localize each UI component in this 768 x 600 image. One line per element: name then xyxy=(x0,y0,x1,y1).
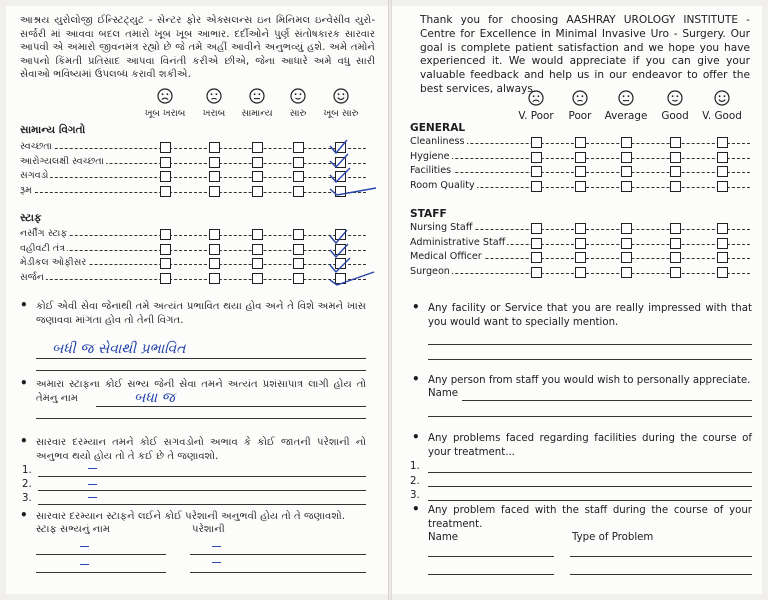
rating-checkbox[interactable] xyxy=(252,244,263,255)
rating-checkbox[interactable] xyxy=(717,252,728,263)
q4-problem-header: Type of Problem xyxy=(572,532,654,543)
q1-answer-line-1[interactable] xyxy=(428,344,752,345)
q4-problem-header: પરેશાની xyxy=(192,524,225,535)
rating-checkbox[interactable] xyxy=(670,152,681,163)
rating-label-very-poor: ખૂબ ખરાબ xyxy=(144,108,186,119)
rating-checkbox[interactable] xyxy=(670,181,681,192)
rating-checkbox[interactable] xyxy=(670,252,681,263)
q3-bullet: • xyxy=(412,430,420,444)
rating-label-very-good: V. Good xyxy=(702,110,742,122)
rating-checkbox[interactable] xyxy=(575,152,586,163)
rating-checkbox[interactable] xyxy=(335,258,346,269)
rating-row-label: નર્સીંગ સ્ટાફ xyxy=(20,228,68,239)
rating-row-label: Room Quality xyxy=(410,179,475,191)
q3-dash-mark-2 xyxy=(88,484,97,485)
very-good-face-icon xyxy=(333,88,349,104)
gujarati-feedback-page xyxy=(6,6,388,594)
rating-checkbox[interactable] xyxy=(252,258,263,269)
poor-face-icon xyxy=(206,88,222,104)
q2-bullet: • xyxy=(412,372,420,386)
rating-checkbox[interactable] xyxy=(621,223,632,234)
poor-face-icon xyxy=(572,90,588,106)
rating-label-average: Average xyxy=(604,110,648,122)
rating-checkbox[interactable] xyxy=(209,142,220,153)
rating-row-label: Medical Officer xyxy=(410,251,482,262)
rating-row xyxy=(20,141,366,154)
q3-number-2: 2. xyxy=(22,479,32,490)
rating-row-label: સર્જન xyxy=(20,271,44,283)
rating-row xyxy=(20,257,366,270)
dotted-leader xyxy=(20,192,366,193)
q3-dash-mark-1 xyxy=(88,468,97,469)
english-intro-text: Thank you for choosing AASHRAY UROLOGY INSTITUTE - Centre for Excellence in Minimal Invasive Uro - Surgery. Our goal is complete patient satisfaction and we hope you have experienced it. We would appreciate if you can give your valuable feedback and help us in our endeavor to offer the best services, always. xyxy=(420,14,750,95)
rating-row xyxy=(20,228,366,241)
rating-row xyxy=(20,243,366,256)
dotted-leader xyxy=(20,235,366,236)
rating-checkbox[interactable] xyxy=(575,181,586,192)
q4-text: સારવાર દરમ્યાન સ્ટાફને લઈને કોઈ પરેશાની અનુભવી હોય તો તે જણાવશો. xyxy=(36,511,346,522)
rating-checkbox[interactable] xyxy=(335,171,346,182)
dotted-leader xyxy=(20,279,366,280)
q4-dash-mark-1 xyxy=(80,546,89,547)
rating-checkbox[interactable] xyxy=(293,186,304,197)
q3-number-3: 3. xyxy=(410,490,420,501)
rating-checkbox[interactable] xyxy=(293,142,304,153)
q3-answer-line-3[interactable] xyxy=(428,500,752,501)
rating-row-label: Hygiene xyxy=(410,150,450,162)
rating-checkbox[interactable] xyxy=(252,171,263,182)
q2-bullet: • xyxy=(20,376,28,390)
q1-bullet: • xyxy=(412,300,420,314)
rating-checkbox[interactable] xyxy=(160,171,171,182)
rating-checkbox[interactable] xyxy=(621,137,632,148)
q3-number-3: 3. xyxy=(22,493,32,504)
q3-answer-line-2[interactable] xyxy=(428,486,752,487)
general-section-title: સામાન્ય વિગતો xyxy=(20,124,86,136)
rating-checkbox[interactable] xyxy=(531,166,542,177)
rating-checkbox[interactable] xyxy=(531,252,542,263)
q4-text: Any problem faced with the staff during the course of your treatment. xyxy=(428,505,752,530)
q2-handwritten-answer: બધા જ xyxy=(134,390,175,406)
rating-row xyxy=(20,272,366,285)
rating-row-label: Facilities xyxy=(410,165,452,176)
q2-answer-line[interactable] xyxy=(428,416,752,417)
q4-name-line-2[interactable] xyxy=(428,574,554,575)
rating-checkbox[interactable] xyxy=(293,273,304,284)
rating-checkbox[interactable] xyxy=(160,157,171,168)
rating-checkbox[interactable] xyxy=(670,238,681,249)
q3-answer-line-3[interactable] xyxy=(38,504,366,505)
q4-name-line-1[interactable] xyxy=(36,554,166,555)
q4-bullet: • xyxy=(412,502,420,516)
rating-checkbox[interactable] xyxy=(575,137,586,148)
q3-dash-mark-3 xyxy=(88,497,97,498)
rating-checkbox[interactable] xyxy=(575,252,586,263)
rating-row xyxy=(410,165,750,178)
rating-checkbox[interactable] xyxy=(670,137,681,148)
rating-row-label: રૂમ xyxy=(20,184,32,196)
q1-answer-line-1[interactable] xyxy=(36,358,366,359)
q3-text: સારવાર દરમ્યાન તમને કોઈ સગવડોનો અભાવ કે કોઈ જાતની પરેશાની નો અનુભવ થયો હોય તો તે કઈ છે તે જણાવશો. xyxy=(36,437,366,462)
rating-row-label: આરોગ્યલક્ષી સ્વચ્છતા xyxy=(20,155,105,167)
q4-problem-line-2[interactable] xyxy=(190,572,366,573)
rating-checkbox[interactable] xyxy=(209,273,220,284)
q4-bullet: • xyxy=(20,508,28,522)
rating-checkbox[interactable] xyxy=(575,267,586,278)
rating-label-good: Good xyxy=(661,110,689,122)
q4-name-header: Name xyxy=(428,532,459,543)
rating-row-label: Cleanliness xyxy=(410,136,465,147)
rating-checkbox[interactable] xyxy=(531,137,542,148)
rating-checkbox[interactable] xyxy=(160,186,171,197)
rating-checkbox[interactable] xyxy=(293,157,304,168)
staff-section-title: STAFF xyxy=(410,208,447,220)
rating-checkbox[interactable] xyxy=(293,229,304,240)
rating-checkbox[interactable] xyxy=(335,186,346,197)
rating-row-label: Administrative Staff xyxy=(410,236,506,248)
rating-row-label: Surgeon xyxy=(410,265,450,277)
rating-checkbox[interactable] xyxy=(670,166,681,177)
rating-checkbox[interactable] xyxy=(160,258,171,269)
q2-text: Any person from staff you would wish to personally appreciate. xyxy=(428,375,751,386)
rating-row-label: સ્વચ્છતા xyxy=(20,141,52,152)
rating-checkbox[interactable] xyxy=(575,223,586,234)
rating-checkbox[interactable] xyxy=(531,152,542,163)
q4-problem-line-1[interactable] xyxy=(190,554,366,555)
rating-checkbox[interactable] xyxy=(160,273,171,284)
rating-checkbox[interactable] xyxy=(209,171,220,182)
dotted-leader xyxy=(20,148,366,149)
rating-checkbox[interactable] xyxy=(717,152,728,163)
average-face-icon xyxy=(249,88,265,104)
rating-row xyxy=(410,237,750,250)
rating-checkbox[interactable] xyxy=(293,258,304,269)
rating-checkbox[interactable] xyxy=(621,181,632,192)
rating-checkbox[interactable] xyxy=(621,267,632,278)
rating-checkbox[interactable] xyxy=(531,181,542,192)
rating-checkbox[interactable] xyxy=(335,157,346,168)
q3-text: Any problems faced regarding facilities during the course of your treatment... xyxy=(428,433,752,458)
q2-answer-line[interactable] xyxy=(36,418,366,419)
q4-name-line-1[interactable] xyxy=(428,556,554,557)
q3-bullet: • xyxy=(20,434,28,448)
rating-checkbox[interactable] xyxy=(293,171,304,182)
q4-problem-line-2[interactable] xyxy=(570,574,752,575)
q2-name-label: Name xyxy=(428,388,459,399)
q1-handwritten-answer: બધી જ સેવાથી પ્રભાવિત xyxy=(52,341,186,357)
rating-checkbox[interactable] xyxy=(209,229,220,240)
rating-checkbox[interactable] xyxy=(293,244,304,255)
rating-checkbox[interactable] xyxy=(335,229,346,240)
average-face-icon xyxy=(618,90,634,106)
rating-label-average: સામાન્ય xyxy=(241,108,273,119)
rating-row xyxy=(20,170,366,183)
rating-label-very-poor: V. Poor xyxy=(518,110,554,122)
q4-staff-name-header: સ્ટાફ સભ્યનું નામ xyxy=(36,524,111,535)
good-face-icon xyxy=(290,88,306,104)
rating-checkbox[interactable] xyxy=(209,157,220,168)
rating-row xyxy=(410,222,750,235)
rating-checkbox[interactable] xyxy=(252,142,263,153)
rating-checkbox[interactable] xyxy=(717,223,728,234)
rating-label-poor: ખરાબ xyxy=(202,108,226,119)
rating-row-label: મેડીકલ ઓફીસર xyxy=(20,257,87,268)
rating-checkbox[interactable] xyxy=(621,152,632,163)
gujarati-intro-text: આશ્રય યુરોલોજી ઈન્સ્ટિટ્યુટ - સેન્ટર ફોર એક્સલન્સ ઇન મિનિમલ ઇન્વેસીવ યુરો-સર્જરી માં આવવા બદલ તમારો ખૂબ ખૂબ આભાર. દર્દીઓને પુર્ણ સંતોષકારક સારવાર આપવી એ અમારો જીવનમંત્ર રહ્યો છે જે તમે અહીં આવીને અનુભવ્યું હશે. અમે તમોને આપનો કિંમતી પ્રતિસાદ આપવા વિનંતી કરીએ છીએ, જેના આધારે અમે વધુ સારી સેવાઓ ભવિષ્યમાં ઉપલબ્ધ કરાવી શકીએ. xyxy=(20,15,375,81)
q1-text: Any facility or Service that you are really impressed with that you would want to specially mention. xyxy=(428,303,752,328)
rating-checkbox[interactable] xyxy=(531,267,542,278)
q3-number-1: 1. xyxy=(22,465,32,476)
rating-row-label: સગવડો xyxy=(20,170,49,181)
dotted-leader xyxy=(20,177,366,178)
rating-checkbox[interactable] xyxy=(252,229,263,240)
rating-checkbox[interactable] xyxy=(717,267,728,278)
rating-checkbox[interactable] xyxy=(575,166,586,177)
rating-row xyxy=(410,251,750,264)
rating-row xyxy=(410,151,750,164)
good-face-icon xyxy=(667,90,683,106)
rating-checkbox[interactable] xyxy=(531,238,542,249)
dotted-leader xyxy=(20,250,366,251)
q3-number-2: 2. xyxy=(410,476,420,487)
english-feedback-page xyxy=(392,6,762,594)
rating-checkbox[interactable] xyxy=(621,238,632,249)
rating-checkbox[interactable] xyxy=(209,258,220,269)
rating-row-label: વહીવટી તંત્ર xyxy=(20,242,66,254)
very-poor-face-icon xyxy=(528,90,544,106)
rating-checkbox[interactable] xyxy=(621,166,632,177)
staff-section-title: સ્ટાફ xyxy=(20,212,42,224)
rating-checkbox[interactable] xyxy=(670,267,681,278)
rating-label-poor: Poor xyxy=(568,110,592,122)
rating-checkbox[interactable] xyxy=(209,186,220,197)
rating-checkbox[interactable] xyxy=(160,244,171,255)
rating-checkbox[interactable] xyxy=(209,244,220,255)
rating-checkbox[interactable] xyxy=(252,157,263,168)
q4-dash-mark-2 xyxy=(80,564,89,565)
q2-text: અમારા સ્ટાફના કોઈ સભ્ય જેની સેવા તમને અત્યંત પ્રશંસાપાત્ર લાગી હોય તો તેમનુ નામ xyxy=(36,379,366,404)
rating-row xyxy=(20,185,366,198)
q3-answer-line-1[interactable] xyxy=(428,472,752,473)
rating-checkbox[interactable] xyxy=(670,223,681,234)
rating-label-good: સારુ xyxy=(289,108,307,119)
rating-checkbox[interactable] xyxy=(335,273,346,284)
q4-dash-mark-4 xyxy=(212,562,221,563)
rating-row xyxy=(410,266,750,279)
q1-text: કોઈ એવી સેવા જેનાથી તમે અત્યંત પ્રભાવિત થયા હોવ અને તે વિશે અમને ખાસ જણાવવા માંગતા હોવ તો તેની વિગત. xyxy=(36,301,366,326)
q2-name-line[interactable] xyxy=(96,406,366,407)
rating-checkbox[interactable] xyxy=(252,186,263,197)
rating-checkbox[interactable] xyxy=(575,238,586,249)
rating-row xyxy=(410,136,750,149)
rating-checkbox[interactable] xyxy=(717,166,728,177)
very-poor-face-icon xyxy=(157,88,173,104)
rating-checkbox[interactable] xyxy=(252,273,263,284)
q3-number-1: 1. xyxy=(410,461,420,472)
rating-checkbox[interactable] xyxy=(335,142,346,153)
q4-name-line-2[interactable] xyxy=(36,572,166,573)
general-section-title: GENERAL xyxy=(410,122,466,134)
q4-problem-line-1[interactable] xyxy=(570,556,752,557)
q3-answer-line-2[interactable] xyxy=(38,490,366,491)
rating-checkbox[interactable] xyxy=(717,137,728,148)
q1-answer-line-2[interactable] xyxy=(36,370,366,371)
rating-row-label: Nursing Staff xyxy=(410,222,473,233)
rating-checkbox[interactable] xyxy=(160,229,171,240)
rating-checkbox[interactable] xyxy=(621,252,632,263)
q4-dash-mark-3 xyxy=(212,546,221,547)
rating-checkbox[interactable] xyxy=(717,181,728,192)
very-good-face-icon xyxy=(714,90,730,106)
rating-checkbox[interactable] xyxy=(335,244,346,255)
q3-answer-line-1[interactable] xyxy=(38,476,366,477)
q1-bullet: • xyxy=(20,298,28,312)
rating-row xyxy=(20,156,366,169)
rating-row xyxy=(410,180,750,193)
rating-checkbox[interactable] xyxy=(531,223,542,234)
q1-answer-line-2[interactable] xyxy=(428,359,752,360)
q2-name-line[interactable] xyxy=(462,400,752,401)
rating-label-very-good: ખૂબ સારુ xyxy=(323,108,359,119)
rating-checkbox[interactable] xyxy=(717,238,728,249)
rating-checkbox[interactable] xyxy=(160,142,171,153)
